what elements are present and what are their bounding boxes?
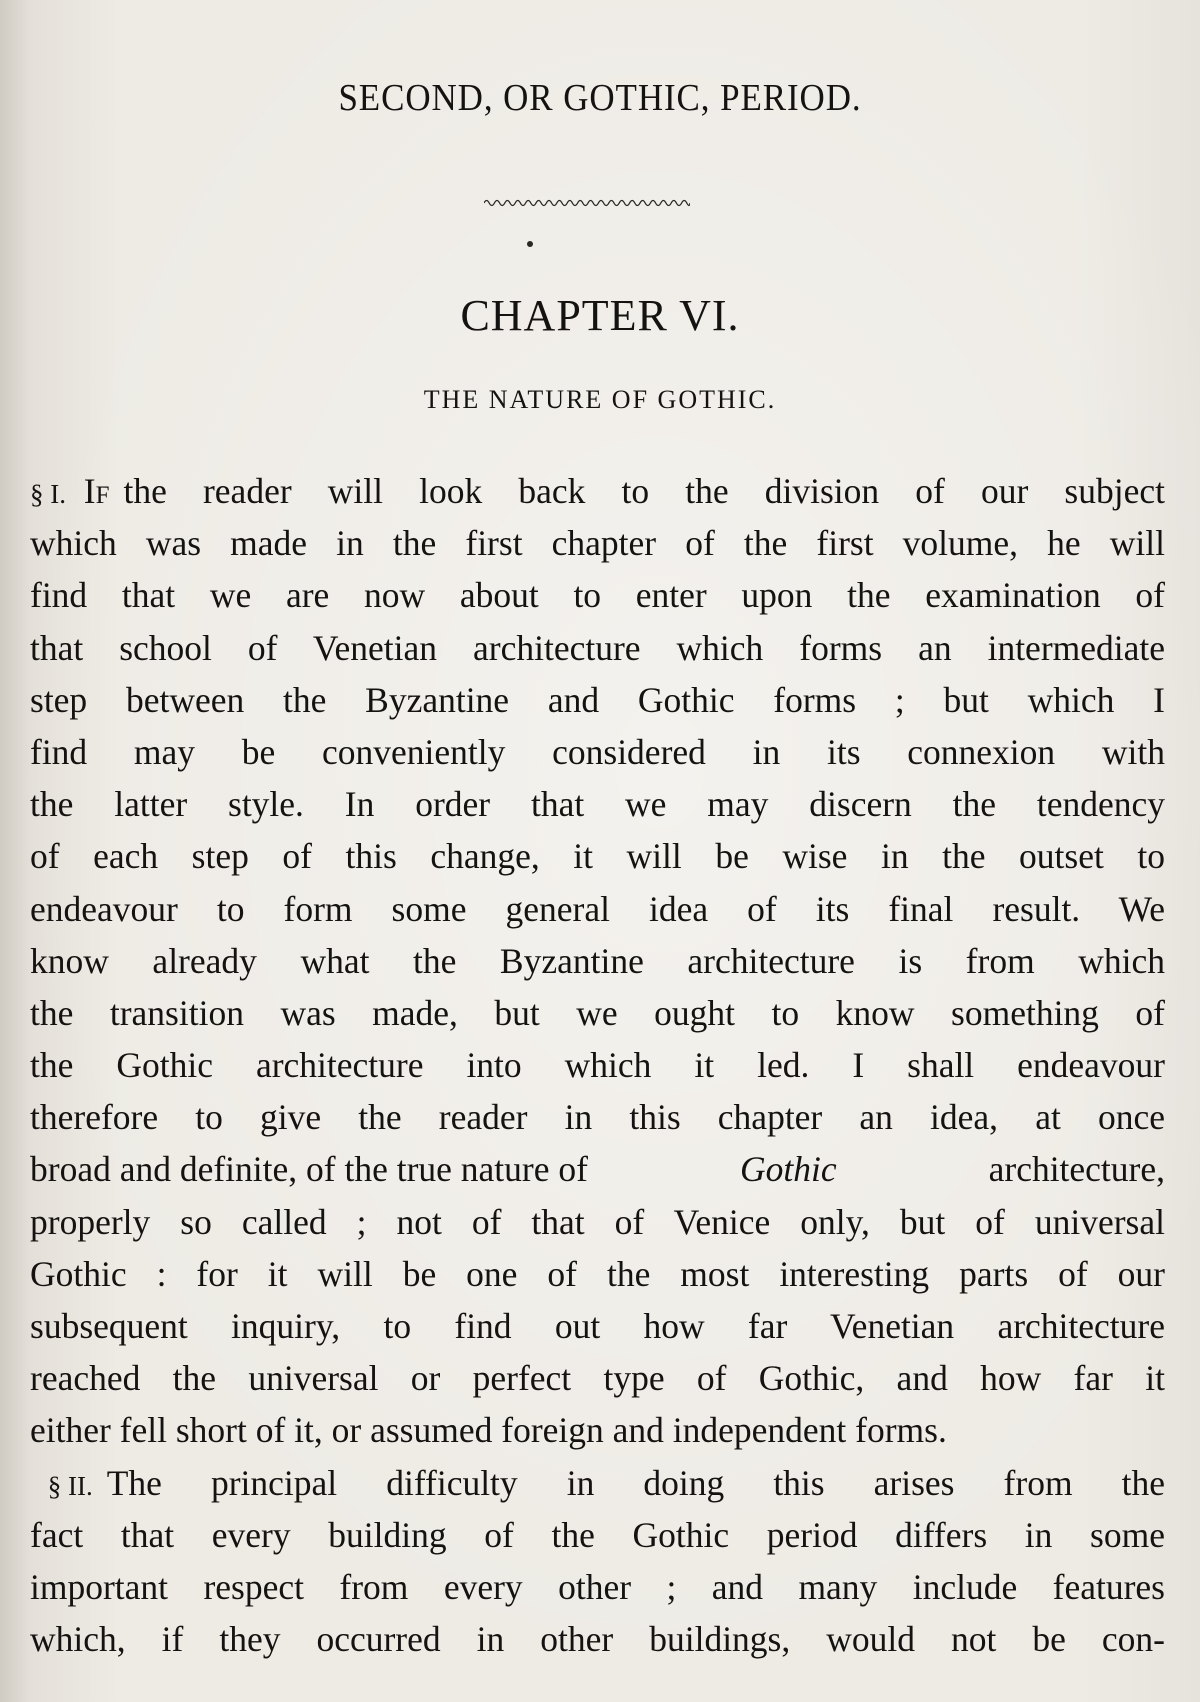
chapter-subtitle: THE NATURE OF GOTHIC. xyxy=(423,385,777,414)
text-line: Gothic : for it will be one of the most interesting parts of our xyxy=(30,1253,1165,1294)
text-line: the transition was made, but we ought to know something of xyxy=(30,992,1165,1033)
running-head: SECOND, OR GOTHIC, PERIOD. xyxy=(338,77,862,119)
text-line: find may be conveniently considered in its connexion with xyxy=(30,731,1165,772)
wavy-rule-ornament xyxy=(484,196,690,210)
text-line: of each step of this change, it will be wise in the outset to xyxy=(30,836,1165,877)
chapter-title: CHAPTER VI. xyxy=(460,291,740,340)
text-line: the latter style. In order that we may discern the tendency xyxy=(30,784,1165,825)
text-line: find that we are now about to enter upon the examination of xyxy=(30,575,1165,616)
text-line: subsequent inquiry, to find out how far Venetian architecture xyxy=(30,1306,1165,1346)
emphasis-gothic: Gothic xyxy=(739,1149,837,1190)
text-line: which was made in the first chapter of the first volume, he will xyxy=(30,523,1165,564)
text-line: endeavour to form some general idea of its final result. We xyxy=(30,888,1165,929)
text-line: reached the universal or perfect type of Gothic, and how far it xyxy=(30,1358,1165,1399)
text-line: know already what the Byzantine architecture is from which xyxy=(30,940,1165,981)
ornament-dot xyxy=(527,241,533,247)
text-line: either fell short of it, or assumed foreign and independent forms. xyxy=(30,1410,947,1451)
text-line: therefore to give the reader in this chapter an idea, at once xyxy=(30,1097,1165,1138)
text-line: that school of Venetian architecture which forms an intermediate xyxy=(30,627,1165,668)
text-line xyxy=(30,1457,1165,1509)
text-line: fact that every building of the Gothic period differs in some xyxy=(30,1514,1165,1555)
text-line: important respect from every other ; and many include features xyxy=(30,1566,1165,1607)
text-line xyxy=(30,465,1165,517)
section-marker: § II. xyxy=(47,1470,93,1501)
line-text: The principal difficulty in doing this arises from the xyxy=(106,1462,1165,1503)
text-line: which, if they occurred in other buildings, would not be con- xyxy=(30,1619,1165,1660)
line-text: the reader will look back to the division of our subject xyxy=(123,471,1165,511)
text-line: step between the Byzantine and Gothic forms ; but which I xyxy=(30,679,1165,720)
text-line: properly so called ; not of that of Venice only, but of universal xyxy=(30,1201,1165,1242)
section-marker: § I. If xyxy=(30,471,110,511)
text-line: the Gothic architecture into which it led. I shall endeavour xyxy=(30,1045,1165,1086)
text-line: broad and definite, of the true nature of Gothic architecture, xyxy=(30,1149,1165,1190)
body-text xyxy=(30,465,1165,1665)
